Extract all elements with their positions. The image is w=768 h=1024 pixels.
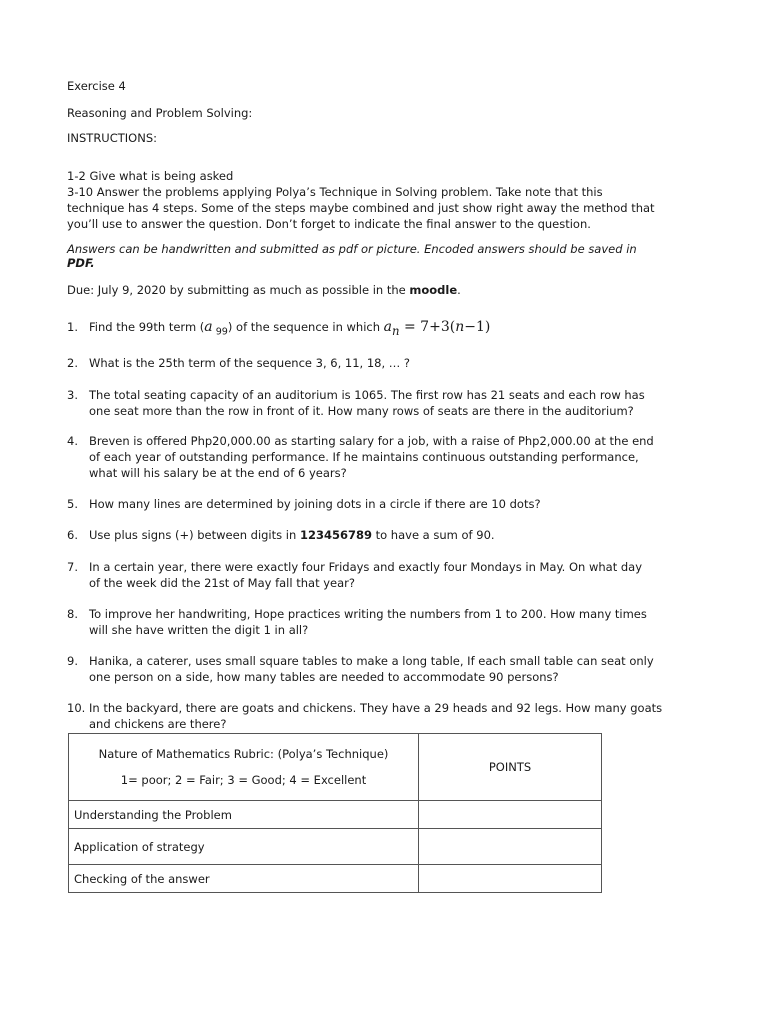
q6-digits: 123456789 <box>299 528 372 542</box>
rubric-header-row <box>69 734 602 801</box>
points-header: POINTS <box>419 734 602 801</box>
question-6 <box>67 528 707 544</box>
question-1 <box>67 320 707 340</box>
rubric-row <box>69 829 602 865</box>
q1-formula <box>383 319 491 338</box>
due-end: . <box>457 283 461 297</box>
points-cell <box>419 829 602 865</box>
question-text-line-1: To improve her handwriting, Hope practices writing the numbers from 1 to 200. How many times <box>89 607 647 621</box>
instruction-line-2: 3-10 Answer the problems applying Polya’s Technique in Solving problem. Take note that this <box>67 185 603 199</box>
moodle-text: moodle <box>409 283 458 297</box>
question-text-line-1: In the backyard, there are goats and chickens. They have a 29 heads and 92 legs. How many goats <box>89 701 663 715</box>
question-text-line-1: Hanika, a caterer, uses small square tables to make a long table, If each small table can seat only <box>89 654 654 668</box>
question-text <box>89 528 707 544</box>
question-10 <box>67 701 707 733</box>
question-text-line-2: one seat more than the row in front of it. How many rows of seats are there in the auditorium? <box>89 403 634 418</box>
rubric-scale: 1= poor; 2 = Fair; 3 = Good; 4 = Excellent <box>120 773 367 787</box>
q1-text-b: ) of the sequence in which <box>227 320 384 334</box>
q6-text-a: Use plus signs (+) between digits in <box>89 528 300 542</box>
question-text-line-2: of each year of outstanding performance. If he maintains continuous outstanding performance, <box>89 449 639 464</box>
question-text-line-1: Breven is offered Php20,000.00 as starting salary for a job, with a raise of Php2,000.00 at the end <box>89 434 654 448</box>
exercise-subtitle: Reasoning and Problem Solving: <box>67 106 253 120</box>
question-number: 4. <box>67 434 78 448</box>
due-date <box>67 283 461 298</box>
question-number: 3. <box>67 388 78 402</box>
question-text <box>89 320 707 340</box>
question-text: How many lines are determined by joining dots in a circle if there are 10 dots? <box>89 497 541 511</box>
question-number: 5. <box>67 497 78 511</box>
question-5 <box>67 497 707 513</box>
question-text-line-2: and chickens are there? <box>89 716 227 731</box>
rubric-title: Nature of Mathematics Rubric: (Polya’s Technique) <box>98 747 389 761</box>
rubric-table <box>68 733 602 893</box>
question-9 <box>67 654 707 686</box>
q6-text-b: to have a sum of 90. <box>371 528 495 542</box>
question-number: 10. <box>67 701 86 715</box>
exercise-title: Exercise 4 <box>67 79 126 93</box>
rubric-criterion: Understanding the Problem <box>69 801 419 829</box>
question-number: 1. <box>67 320 78 334</box>
question-number: 6. <box>67 528 78 542</box>
rubric-criterion: Application of strategy <box>69 829 419 865</box>
rubric-criterion: Checking of the answer <box>69 865 419 893</box>
q1-an-symbol: a <box>383 319 393 335</box>
rubric-row <box>69 865 602 893</box>
question-7 <box>67 560 707 592</box>
points-cell <box>419 801 602 829</box>
submission-note-line-1: Answers can be handwritten and submitted as pdf or picture. Encoded answers should be saved in <box>67 242 637 256</box>
question-number: 8. <box>67 607 78 621</box>
question-8 <box>67 607 707 639</box>
submission-note-line-2: PDF. <box>67 256 95 270</box>
question-3 <box>67 388 707 420</box>
question-text-line-2: will she have written the digit 1 in all? <box>89 622 309 637</box>
question-number: 2. <box>67 356 78 370</box>
points-cell <box>419 865 602 893</box>
q1-formula-n: n <box>455 319 465 335</box>
rubric-row <box>69 801 602 829</box>
question-4 <box>67 434 707 481</box>
q1-a-subscript: 99 <box>212 326 228 338</box>
q1-an-subscript: n <box>392 323 400 338</box>
question-text-line-2: of the week did the 21st of May fall that year? <box>89 575 355 590</box>
question-text-line-3: what will his salary be at the end of 6 years? <box>89 465 347 480</box>
question-text: What is the 25th term of the sequence 3, 6, 11, 18, … ? <box>89 356 411 370</box>
question-number: 9. <box>67 654 78 668</box>
question-text-line-1: The total seating capacity of an auditorium is 1065. The first row has 21 seats and each row has <box>89 388 645 402</box>
q1-formula-a: = 7+3( <box>399 319 456 335</box>
rubric-title-cell <box>69 734 419 801</box>
q1-formula-b: −1) <box>464 319 491 335</box>
instruction-line-4: you’ll use to answer the question. Don’t forget to indicate the final answer to the question. <box>67 217 591 231</box>
instruction-line-3: technique has 4 steps. Some of the steps maybe combined and just show right away the method that <box>67 201 655 215</box>
q1-text-a: Find the 99th term ( <box>89 320 205 334</box>
question-text-line-1: In a certain year, there were exactly four Fridays and exactly four Mondays in May. On what day <box>89 560 643 574</box>
question-text-line-2: one person on a side, how many tables are needed to accommodate 90 persons? <box>89 669 559 684</box>
question-number: 7. <box>67 560 78 574</box>
q1-a-symbol: a <box>204 319 213 335</box>
due-text: Due: July 9, 2020 by submitting as much as possible in the <box>67 283 410 297</box>
instruction-line-1: 1-2 Give what is being asked <box>67 169 234 183</box>
question-2 <box>67 356 707 372</box>
instructions-label: INSTRUCTIONS: <box>67 131 158 145</box>
